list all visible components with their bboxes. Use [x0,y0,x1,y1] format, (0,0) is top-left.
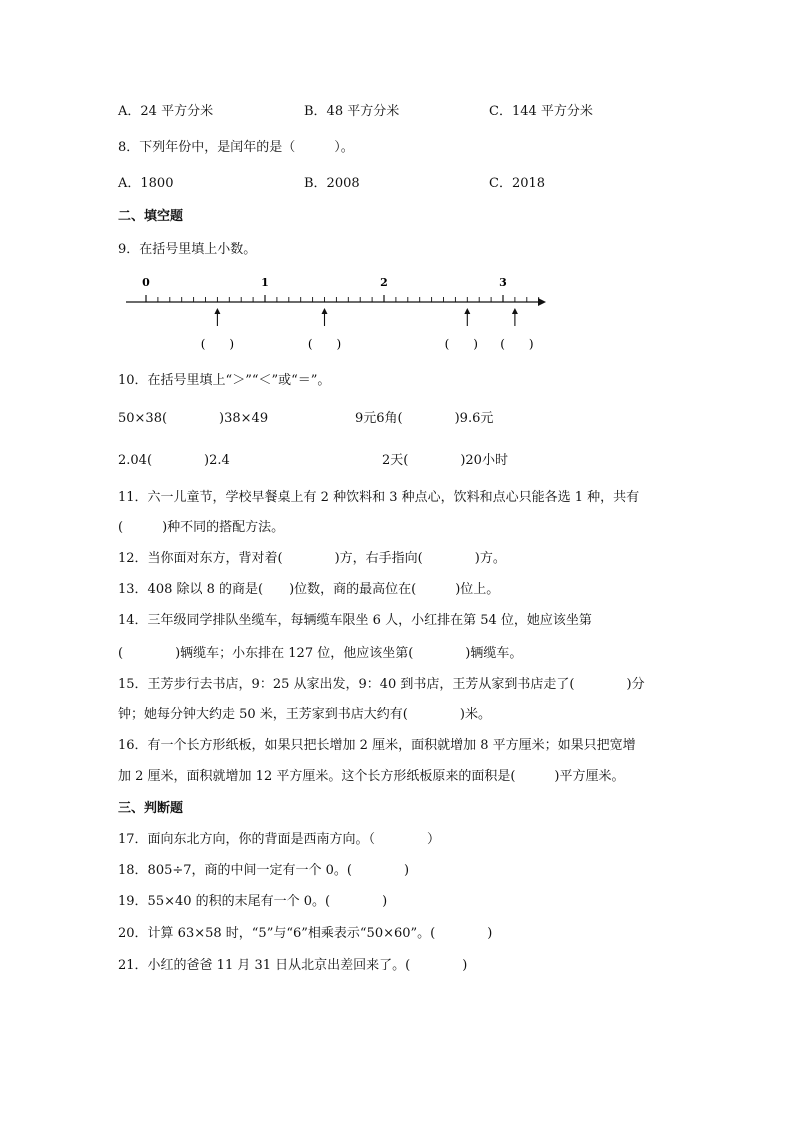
q8-option-c: C．2018 [489,176,546,191]
answer-blank-2: ( ) [307,337,342,351]
answer-blank-1: ( ) [200,337,235,351]
q8-stem: 8．下列年份中，是闰年的是（ ）。 [118,140,354,155]
q7-option-b: B．48 平方分米 [304,104,400,119]
q20-text: 20．计算 63×58 时，“5”与“6”相乘表示“50×60”。( ) [118,926,493,941]
tick-label-1: 1 [261,276,269,289]
arrow-head-2 [322,308,328,314]
q15-line1: 15．王芳步行去书店，9：25 从家出发，9：40 到书店，王芳从家到书店走了( )分 [118,677,645,692]
answer-blank-4: ( ) [500,337,534,351]
q11-line2: ( )种不同的搭配方法。 [118,520,285,535]
q15-line2: 钟；她每分钟大约走 50 米，王芳家到书店大约有( )米。 [118,707,491,722]
q7-option-a: A．24 平方分米 [118,104,214,119]
q7-option-c: C．144 平方分米 [489,104,593,119]
axis-arrowhead [538,298,546,306]
arrow-head-3 [464,308,470,314]
section-true-false-title: 三、判断题 [118,801,184,816]
q8-option-b: B．2008 [304,176,360,191]
q16-line2: 加 2 厘米，面积就增加 12 平方厘米。这个长方形纸板原来的面积是( )平方厘米。 [118,769,625,784]
tick-label-2: 2 [380,276,388,289]
q19-text: 19．55×40 的积的末尾有一个 0。( ) [118,894,388,909]
q10-stem: 10．在括号里填上“＞”“＜”或“＝”。 [118,373,331,388]
q21-text: 21．小红的爸爸 11 月 31 日从北京出差回来了。( ) [118,958,468,973]
tick-label-3: 3 [499,276,507,289]
q11-line1: 11．六一儿童节，学校早餐桌上有 2 种饮料和 3 种点心，饮料和点心只能各选 1 种，共有 [118,490,640,505]
q14-line2: ( )辆缆车；小东排在 127 位，他应该坐第( )辆缆车。 [118,646,523,661]
q17-text: 17．面向东北方向，你的背面是西南方向。（ ） [118,832,441,847]
q13-text: 13．408 除以 8 的商是( )位数，商的最高位在( )位上。 [118,582,500,597]
arrow-head-4 [512,308,518,314]
q10-item-1: 50×38( )38×49 [118,411,269,426]
arrow-head-1 [214,308,220,314]
section-fill-in-title: 二、填空题 [118,209,184,224]
q16-line1: 16．有一个长方形纸板，如果只把长增加 2 厘米，面积就增加 8 平方厘米；如果只把宽增 [118,738,636,753]
number-line [120,270,560,360]
tick-label-0: 0 [142,276,150,289]
q10-item-3: 2.04( )2.4 [118,453,230,468]
q9-stem: 9．在括号里填上小数。 [118,242,257,257]
answer-blank-3: ( ) [444,337,478,351]
q12-text: 12．当你面对东方，背对着( )方，右手指向( )方。 [118,551,506,566]
q14-line1: 14．三年级同学排队坐缆车，每辆缆车限坐 6 人，小红排在第 54 位，她应该坐第 [118,613,592,628]
q8-option-a: A．1800 [118,176,174,191]
q10-item-4: 2天( )20小时 [382,453,508,468]
q10-item-2: 9元6角( )9.6元 [355,411,494,426]
q18-text: 18．805÷7，商的中间一定有一个 0。( ) [118,863,410,878]
